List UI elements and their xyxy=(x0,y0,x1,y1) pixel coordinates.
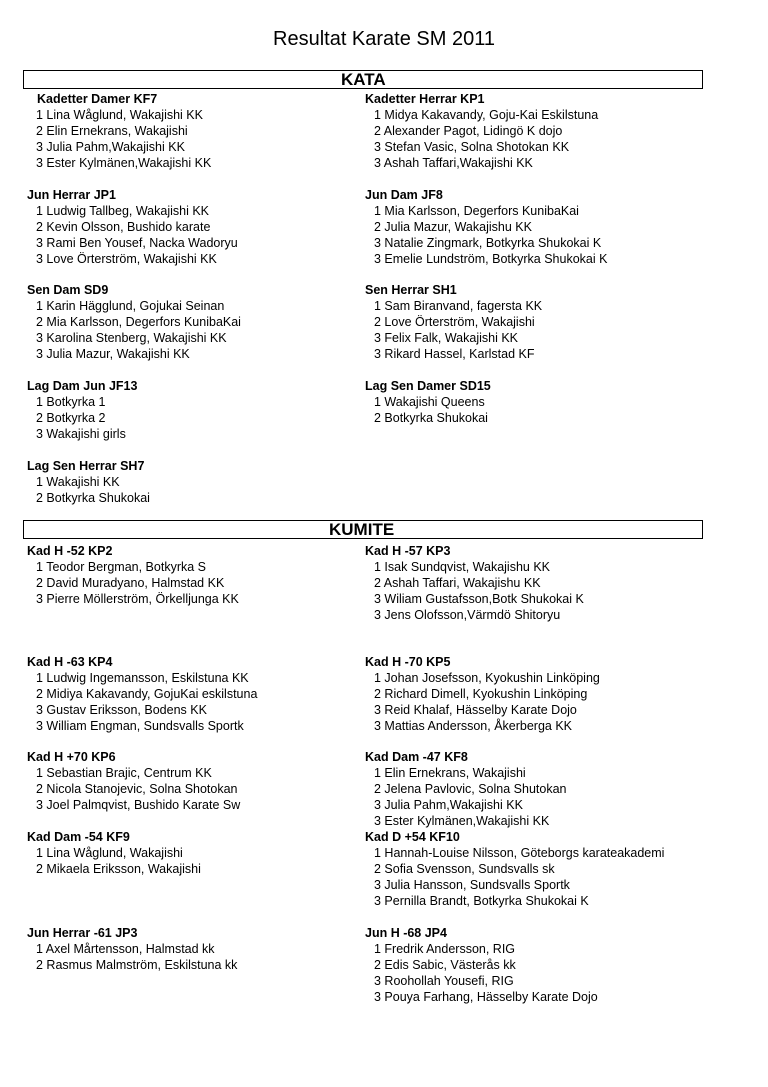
category-heading: Kad H -63 KP4 xyxy=(27,655,113,669)
placement-entry: 1 Sebastian Brajic, Centrum KK xyxy=(36,766,212,780)
result-category xyxy=(365,378,491,426)
category-heading: Sen Herrar SH1 xyxy=(365,283,457,297)
placement-entry: 2 Ashah Taffari, Wakajishu KK xyxy=(374,576,541,590)
placement-entry: 2 Mikaela Eriksson, Wakajishi xyxy=(36,862,201,876)
category-heading: Kad Dam -47 KF8 xyxy=(365,750,468,764)
placement-entry: 1 Isak Sundqvist, Wakajishu KK xyxy=(374,560,551,574)
placement-entry: 1 Johan Josefsson, Kyokushin Linköping xyxy=(374,671,600,685)
placement-entry: 3 Julia Pahm,Wakajishi KK xyxy=(374,798,523,812)
placement-entry: 3 Mattias Andersson, Åkerberga KK xyxy=(374,719,573,733)
placement-entry: 3 Ester Kylmänen,Wakajishi KK xyxy=(36,156,212,170)
result-category xyxy=(365,925,598,1005)
result-category xyxy=(27,282,241,362)
placement-entry: 2 Julia Mazur, Wakajishu KK xyxy=(374,220,532,234)
result-category xyxy=(365,749,567,829)
kata-section-title: KATA xyxy=(341,70,386,89)
placement-entry: 2 Sofia Svensson, Sundsvalls sk xyxy=(374,862,555,876)
placement-entry: 1 Wakajishi Queens xyxy=(374,395,485,409)
placement-entry: 3 Julia Pahm,Wakajishi KK xyxy=(36,140,185,154)
category-heading: Lag Sen Herrar SH7 xyxy=(27,459,145,473)
placement-entry: 1 Hannah-Louise Nilsson, Göteborgs karateakademi xyxy=(374,846,665,860)
placement-entry: 3 Pierre Möllerström, Örkelljunga KK xyxy=(36,592,239,606)
result-category xyxy=(27,543,239,607)
placement-entry: 3 Stefan Vasic, Solna Shotokan KK xyxy=(374,140,570,154)
placement-entry: 1 Elin Ernekrans, Wakajishi xyxy=(374,766,526,780)
category-heading: Kad H -70 KP5 xyxy=(365,655,451,669)
category-heading: Jun Herrar JP1 xyxy=(27,188,116,202)
category-heading: Jun Dam JF8 xyxy=(365,188,443,202)
result-category xyxy=(27,458,150,506)
placement-entry: 2 Kevin Olsson, Bushido karate xyxy=(36,220,211,234)
placement-entry: 3 Julia Hansson, Sundsvalls Sportk xyxy=(374,878,570,892)
category-heading: Jun Herrar -61 JP3 xyxy=(27,926,138,940)
result-category xyxy=(27,749,240,813)
category-heading: Kad H +70 KP6 xyxy=(27,750,116,764)
placement-entry: 3 Joel Palmqvist, Bushido Karate Sw xyxy=(36,798,241,812)
category-heading: Kadetter Damer KF7 xyxy=(37,92,158,106)
placement-entry: 3 Pouya Farhang, Hässelby Karate Dojo xyxy=(374,990,598,1004)
placement-entry: 1 Teodor Bergman, Botkyrka S xyxy=(36,560,206,574)
placement-entry: 2 Rasmus Malmström, Eskilstuna kk xyxy=(36,958,238,972)
placement-entry: 1 Fredrik Andersson, RIG xyxy=(374,942,516,956)
result-category xyxy=(27,187,238,267)
placement-entry: 3 Gustav Eriksson, Bodens KK xyxy=(36,703,207,717)
placement-entry: 3 Jens Olofsson,Värmdö Shitoryu xyxy=(374,608,561,622)
category-heading: Kadetter Herrar KP1 xyxy=(365,92,485,106)
placement-entry: 2 Mia Karlsson, Degerfors KunibaKai xyxy=(36,315,241,329)
placement-entry: 2 Botkyrka 2 xyxy=(36,411,106,425)
result-category xyxy=(27,925,237,973)
result-category xyxy=(27,829,201,877)
category-heading: Kad Dam -54 KF9 xyxy=(27,830,130,844)
placement-entry: 3 William Engman, Sundsvalls Sportk xyxy=(36,719,244,733)
placement-entry: 3 Love Örterström, Wakajishi KK xyxy=(36,252,217,266)
result-category xyxy=(27,91,211,171)
placement-entry: 3 Wiliam Gustafsson,Botk Shukokai K xyxy=(374,592,584,606)
placement-entry: 2 Botkyrka Shukokai xyxy=(374,411,488,425)
document-title: Resultat Karate SM 2011 xyxy=(273,28,495,50)
placement-entry: 3 Pernilla Brandt, Botkyrka Shukokai K xyxy=(374,894,589,908)
result-category xyxy=(365,282,542,362)
result-category xyxy=(27,378,137,442)
placement-entry: 1 Midya Kakavandy, Goju-Kai Eskilstuna xyxy=(374,108,599,122)
result-category xyxy=(365,91,598,171)
placement-entry: 3 Wakajishi girls xyxy=(36,427,126,441)
placement-entry: 3 Reid Khalaf, Hässelby Karate Dojo xyxy=(374,703,577,717)
placement-entry: 1 Axel Mårtensson, Halmstad kk xyxy=(36,942,215,956)
placement-entry: 2 Jelena Pavlovic, Solna Shutokan xyxy=(374,782,567,796)
result-category xyxy=(365,543,584,623)
placement-entry: 3 Ashah Taffari,Wakajishi KK xyxy=(374,156,533,170)
placement-entry: 1 Wakajishi KK xyxy=(36,475,120,489)
placement-entry: 3 Natalie Zingmark, Botkyrka Shukokai K xyxy=(374,236,602,250)
placement-entry: 2 Botkyrka Shukokai xyxy=(36,491,150,505)
placement-entry: 1 Sam Biranvand, fagersta KK xyxy=(374,299,543,313)
placement-entry: 1 Lina Wåglund, Wakajishi xyxy=(36,846,183,860)
kumite-section-title: KUMITE xyxy=(329,520,395,539)
category-heading: Jun H -68 JP4 xyxy=(365,926,447,940)
category-heading: Kad H -57 KP3 xyxy=(365,544,451,558)
placement-entry: 2 Richard Dimell, Kyokushin Linköping xyxy=(374,687,588,701)
placement-entry: 3 Roohollah Yousefi, RIG xyxy=(374,974,514,988)
category-heading: Lag Dam Jun JF13 xyxy=(27,379,138,393)
placement-entry: 3 Emelie Lundström, Botkyrka Shukokai K xyxy=(374,252,608,266)
placement-entry: 1 Karin Hägglund, Gojukai Seinan xyxy=(36,299,225,313)
placement-entry: 1 Lina Wåglund, Wakajishi KK xyxy=(36,108,203,122)
result-category xyxy=(365,187,607,267)
placement-entry: 1 Mia Karlsson, Degerfors KunibaKai xyxy=(374,204,579,218)
result-category xyxy=(27,654,257,734)
category-heading: Kad D +54 KF10 xyxy=(365,830,460,844)
result-category xyxy=(365,654,600,734)
placement-entry: 1 Ludwig Tallbeg, Wakajishi KK xyxy=(36,204,210,218)
placement-entry: 2 Nicola Stanojevic, Solna Shotokan xyxy=(36,782,238,796)
kata-section-header xyxy=(23,70,703,89)
placement-entry: 2 Elin Ernekrans, Wakajishi xyxy=(36,124,188,138)
placement-entry: 3 Rikard Hassel, Karlstad KF xyxy=(374,347,535,361)
placement-entry: 1 Botkyrka 1 xyxy=(36,395,106,409)
placement-entry: 3 Ester Kylmänen,Wakajishi KK xyxy=(374,814,550,828)
placement-entry: 3 Julia Mazur, Wakajishi KK xyxy=(36,347,190,361)
placement-entry: 3 Rami Ben Yousef, Nacka Wadoryu xyxy=(36,236,238,250)
placement-entry: 2 Love Örterström, Wakajishi xyxy=(374,315,535,329)
placement-entry: 3 Felix Falk, Wakajishi KK xyxy=(374,331,519,345)
placement-entry: 2 David Muradyano, Halmstad KK xyxy=(36,576,225,590)
category-heading: Lag Sen Damer SD15 xyxy=(365,379,491,393)
placement-entry: 2 Midiya Kakavandy, GojuKai eskilstuna xyxy=(36,687,258,701)
category-heading: Kad H -52 KP2 xyxy=(27,544,113,558)
category-heading: Sen Dam SD9 xyxy=(27,283,109,297)
placement-entry: 2 Edis Sabic, Västerås kk xyxy=(374,958,516,972)
placement-entry: 1 Ludwig Ingemansson, Eskilstuna KK xyxy=(36,671,249,685)
result-category xyxy=(365,829,664,909)
placement-entry: 3 Karolina Stenberg, Wakajishi KK xyxy=(36,331,227,345)
kumite-section-header xyxy=(23,520,703,539)
placement-entry: 2 Alexander Pagot, Lidingö K dojo xyxy=(374,124,563,138)
